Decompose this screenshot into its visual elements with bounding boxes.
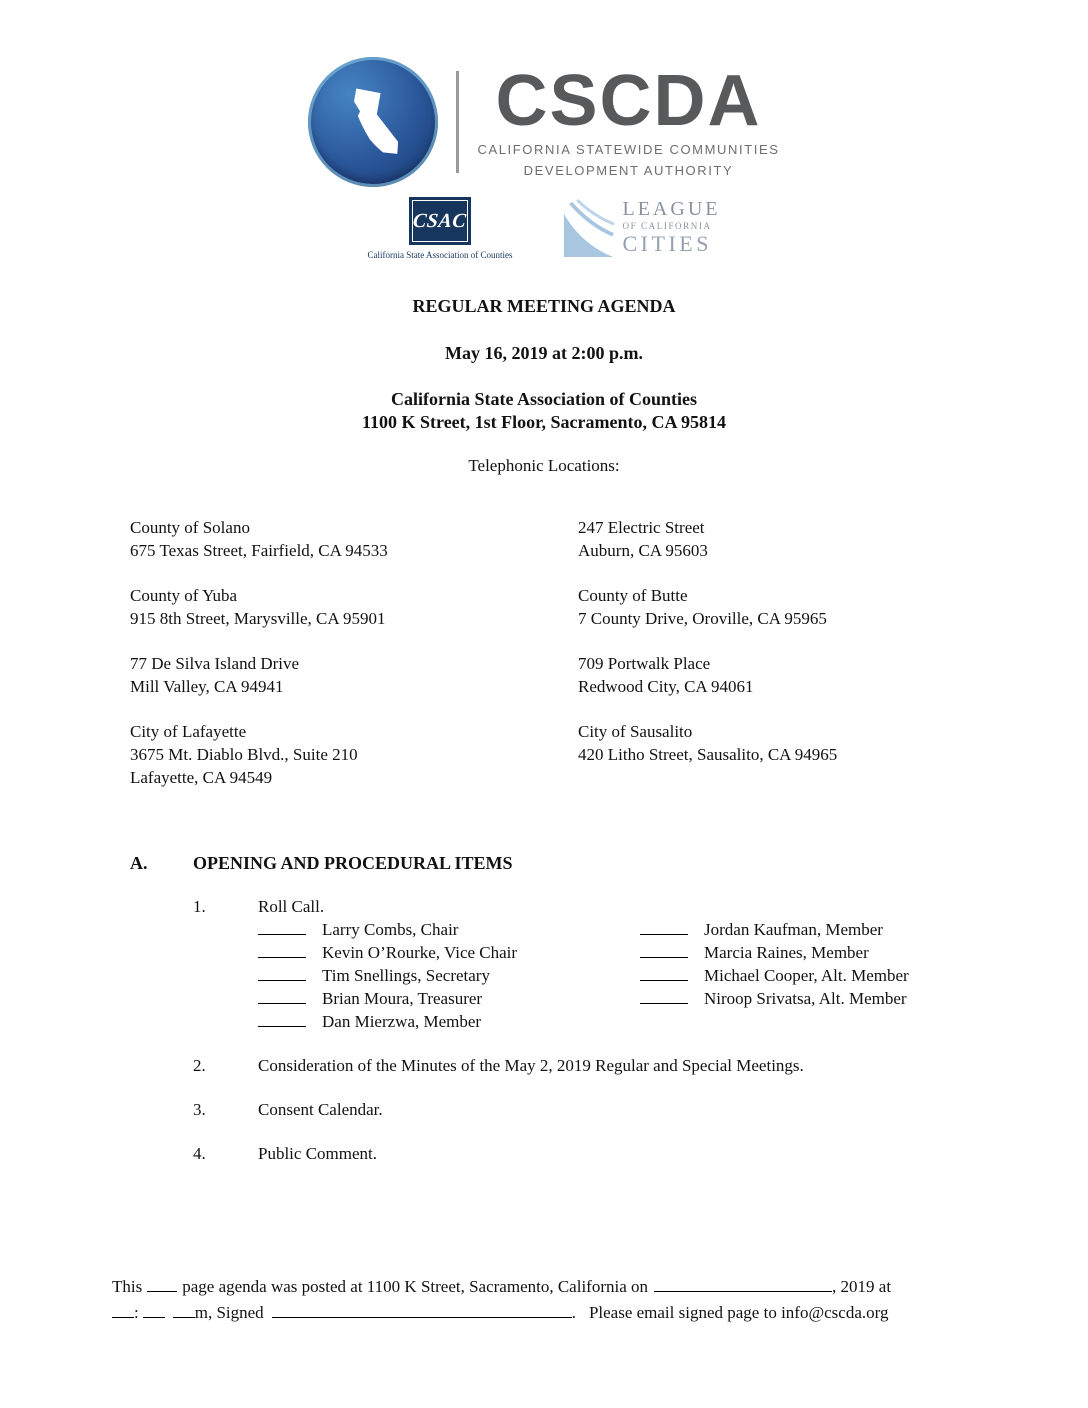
location-line: 675 Texas Street, Fairfield, CA 94533 bbox=[130, 541, 388, 560]
roll-call-blank-line bbox=[258, 1012, 306, 1027]
venue-name: California State Association of Counties bbox=[391, 389, 697, 409]
location-entry bbox=[130, 584, 578, 630]
footer-text: This bbox=[112, 1277, 143, 1296]
cscda-logo bbox=[130, 57, 958, 187]
league-text-line2: OF CALIFORNIA bbox=[622, 221, 712, 231]
roll-call-blank-line bbox=[258, 989, 306, 1004]
footer-email-note: Please email signed page to info@cscda.org bbox=[588, 1303, 889, 1322]
locations-right-column bbox=[578, 516, 958, 811]
roll-call-entry bbox=[640, 918, 958, 941]
footer-text: m, Signed bbox=[194, 1303, 264, 1322]
roll-call-name: Dan Mierzwa, Member bbox=[322, 1012, 482, 1031]
california-state-outline-icon bbox=[335, 74, 411, 170]
fill-in-blank-line bbox=[143, 1304, 165, 1318]
footer-text: . bbox=[571, 1303, 576, 1322]
location-line: 247 Electric Street bbox=[578, 518, 705, 537]
item-number: 2. bbox=[193, 1056, 206, 1075]
location-line: 3675 Mt. Diablo Blvd., Suite 210 bbox=[130, 745, 358, 764]
location-entry bbox=[578, 720, 958, 766]
roll-call-entry bbox=[258, 964, 640, 987]
roll-call-name: Marcia Raines, Member bbox=[704, 943, 869, 962]
agenda-item-minutes bbox=[193, 1054, 958, 1077]
telephonic-locations-list bbox=[130, 516, 958, 811]
roll-call-entry bbox=[640, 964, 958, 987]
location-line: County of Solano bbox=[130, 518, 250, 537]
roll-call-blank-line bbox=[258, 966, 306, 981]
league-text-line1: LEAGUE bbox=[622, 198, 721, 220]
roll-call-name: Kevin O’Rourke, Vice Chair bbox=[322, 943, 518, 962]
csac-logo-box bbox=[409, 197, 471, 245]
csac-logo bbox=[368, 197, 513, 260]
roll-call-right-column bbox=[640, 918, 958, 1033]
roll-call-blank-line bbox=[640, 966, 688, 981]
location-entry bbox=[130, 516, 578, 562]
csac-caption: California State Association of Counties bbox=[367, 250, 513, 260]
section-letter: A. bbox=[130, 853, 148, 873]
meeting-datetime: May 16, 2019 at 2:00 p.m. bbox=[445, 343, 643, 363]
footer-text: page agenda was posted at 1100 K Street, Sacramento, California on bbox=[182, 1277, 649, 1296]
locations-left-column bbox=[130, 516, 578, 811]
location-line: 77 De Silva Island Drive bbox=[130, 654, 300, 673]
location-line: 7 County Drive, Oroville, CA 95965 bbox=[578, 609, 827, 628]
item-text: Roll Call. bbox=[258, 897, 325, 916]
roll-call-name: Niroop Srivatsa, Alt. Member bbox=[704, 989, 907, 1008]
section-title: OPENING AND PROCEDURAL ITEMS bbox=[193, 853, 513, 873]
fill-in-blank-line bbox=[147, 1278, 177, 1292]
roll-call-entry bbox=[258, 918, 640, 941]
location-line: 915 8th Street, Marysville, CA 95901 bbox=[130, 609, 386, 628]
fill-in-blank-line bbox=[112, 1304, 134, 1318]
league-of-california-cities-logo bbox=[561, 197, 721, 259]
california-globe-icon bbox=[308, 57, 438, 187]
roll-call-name: Tim Snellings, Secretary bbox=[322, 966, 490, 985]
roll-call-blank-line bbox=[640, 989, 688, 1004]
roll-call-name: Brian Moura, Treasurer bbox=[322, 989, 483, 1008]
location-line: City of Lafayette bbox=[130, 722, 247, 741]
document-title: REGULAR MEETING AGENDA bbox=[412, 296, 676, 316]
venue-address: 1100 K Street, 1st Floor, Sacramento, CA 95814 bbox=[362, 412, 726, 432]
location-line: 709 Portwalk Place bbox=[578, 654, 711, 673]
location-line: County of Butte bbox=[578, 586, 688, 605]
roll-call-name: Michael Cooper, Alt. Member bbox=[704, 966, 909, 985]
item-number: 3. bbox=[193, 1100, 206, 1119]
item-number: 4. bbox=[193, 1144, 206, 1163]
roll-call-entry bbox=[258, 1010, 640, 1033]
location-entry bbox=[130, 652, 578, 698]
location-entry bbox=[578, 652, 958, 698]
league-swoosh-icon bbox=[561, 199, 615, 259]
cscda-tagline-line1: CALIFORNIA STATEWIDE COMMUNITIES bbox=[477, 141, 780, 157]
section-heading-opening-and-procedural-items bbox=[130, 853, 958, 874]
location-line: County of Yuba bbox=[130, 586, 238, 605]
item-text: Consideration of the Minutes of the May 2, 2019 Regular and Special Meetings. bbox=[258, 1056, 804, 1075]
roll-call-entry bbox=[258, 987, 640, 1010]
item-text: Consent Calendar. bbox=[258, 1100, 383, 1119]
league-text-line3: CITIES bbox=[622, 231, 712, 256]
roll-call-entry bbox=[258, 941, 640, 964]
telephonic-locations-label: Telephonic Locations: bbox=[468, 456, 620, 475]
roll-call-blank-line bbox=[258, 920, 306, 935]
csac-acronym: CSAC bbox=[412, 209, 468, 232]
agenda-item-roll-call bbox=[193, 895, 958, 918]
roll-call-entry bbox=[640, 941, 958, 964]
roll-call-blank-line bbox=[640, 943, 688, 958]
roll-call-entry bbox=[640, 987, 958, 1010]
posting-statement bbox=[112, 1274, 968, 1326]
location-line: Lafayette, CA 94549 bbox=[130, 768, 273, 787]
item-number: 1. bbox=[193, 897, 206, 916]
agenda-item-consent-calendar bbox=[193, 1098, 958, 1121]
cscda-acronym: CSCDA bbox=[495, 60, 762, 141]
roll-call-name: Larry Combs, Chair bbox=[322, 920, 459, 939]
location-line: Redwood City, CA 94061 bbox=[578, 677, 754, 696]
roll-call-blank-line bbox=[640, 920, 688, 935]
location-line: 420 Litho Street, Sausalito, CA 94965 bbox=[578, 745, 838, 764]
logo-divider bbox=[456, 71, 459, 173]
partner-logos bbox=[130, 197, 958, 260]
roll-call-blank-line bbox=[258, 943, 306, 958]
meeting-venue bbox=[130, 388, 958, 434]
location-line: City of Sausalito bbox=[578, 722, 693, 741]
footer-text: : bbox=[134, 1303, 139, 1322]
agenda-item-public-comment bbox=[193, 1142, 958, 1165]
fill-in-blank-line bbox=[173, 1304, 195, 1318]
location-entry bbox=[578, 584, 958, 630]
cscda-tagline-line2: DEVELOPMENT AUTHORITY bbox=[523, 163, 734, 178]
footer-text: , 2019 at bbox=[832, 1277, 892, 1296]
roll-call-list bbox=[258, 918, 958, 1033]
roll-call-left-column bbox=[258, 918, 640, 1033]
location-line: Mill Valley, CA 94941 bbox=[130, 677, 284, 696]
roll-call-name: Jordan Kaufman, Member bbox=[704, 920, 883, 939]
location-entry bbox=[578, 516, 958, 562]
item-text: Public Comment. bbox=[258, 1144, 377, 1163]
signature-blank-line bbox=[272, 1304, 572, 1318]
location-line: Auburn, CA 95603 bbox=[578, 541, 708, 560]
location-entry bbox=[130, 720, 578, 789]
fill-in-blank-line bbox=[654, 1278, 832, 1292]
